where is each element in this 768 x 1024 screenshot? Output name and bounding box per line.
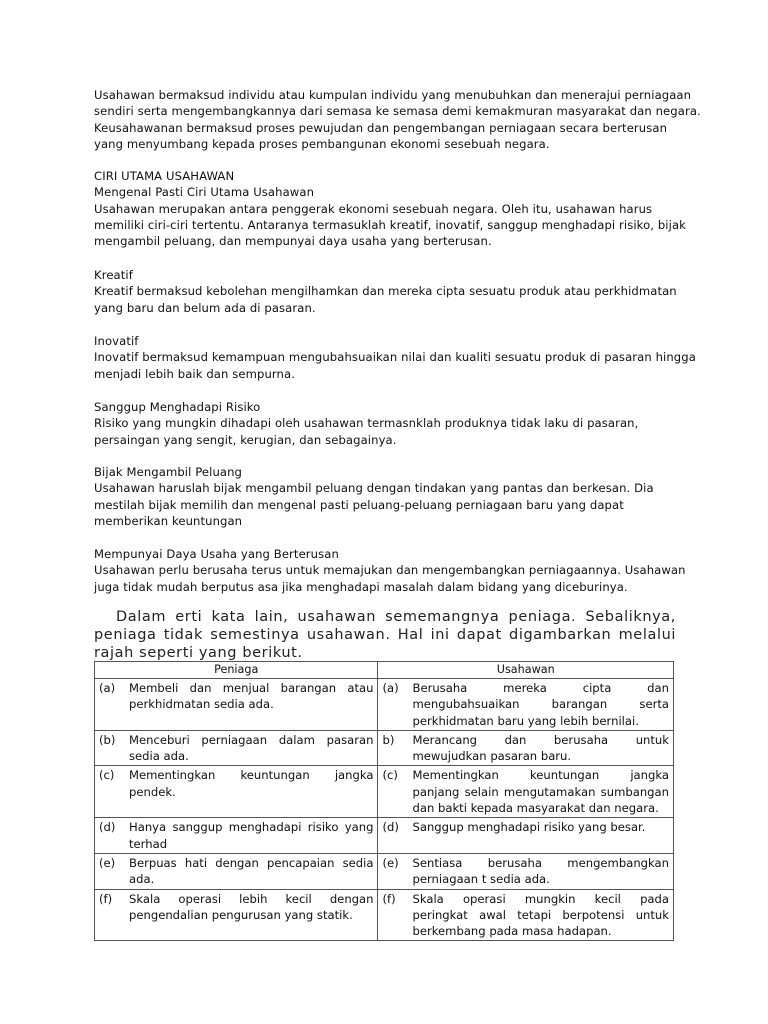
- cell-line: pengendalian pengurusan yang statik.: [129, 907, 353, 922]
- cell-line: mewujudkan pasaran baru.: [412, 749, 572, 764]
- usahawan-cell: [378, 889, 674, 941]
- cell-line: terhad: [129, 836, 168, 851]
- kreatif-section: [94, 267, 677, 316]
- cell-line: peringkat awal tetapi berpotensi untuk: [412, 907, 669, 922]
- cell-line: mengubahsuaikan barangan serta: [412, 697, 669, 712]
- text-line: juga tidak mudah berputus asa jika menghadapi masalah dalam bidang yang diceburinya.: [94, 579, 628, 594]
- cell-line: pendek.: [129, 784, 176, 799]
- cell-line: Merancang dan berusaha untuk: [412, 732, 669, 747]
- text-line: mengambil peluang, dan mempunyai daya usaha yang berterusan.: [94, 234, 492, 249]
- daya-usaha-section: [94, 546, 686, 595]
- section-heading: Inovatif: [94, 334, 139, 348]
- section-heading: Bijak Mengambil Peluang: [94, 465, 243, 479]
- cell-text: [129, 767, 377, 800]
- usahawan-cell: [378, 853, 674, 889]
- item-marker: (f): [382, 891, 396, 906]
- item-marker: (b): [99, 732, 116, 747]
- text-line: memiliki ciri-ciri tertentu. Antaranya termasuklah kreatif, inovatif, sanggup menghadapi risiko, bijak: [94, 217, 686, 232]
- text-line: Usahawan haruslah bijak mengambil peluang dengan tindakan yang pantas dan berkesan. Dia: [94, 481, 654, 496]
- text-line: Inovatif bermaksud kemampuan mengubahsuaikan nilai dan kualiti sesuatu produk di pasaran hingga: [94, 350, 696, 365]
- item-marker: (c): [99, 768, 115, 783]
- cell-line: perniagaan t sedia ada.: [412, 872, 550, 887]
- section-heading: Mempunyai Daya Usaha yang Berterusan: [94, 547, 339, 561]
- peniaga-cell: [95, 818, 378, 854]
- cell-line: perkhidmatan sedia ada.: [129, 697, 274, 712]
- item-marker: (e): [382, 855, 399, 870]
- text-line: yang menyumbang kepada proses pembangunan ekonomi sesebuah negara.: [94, 136, 550, 151]
- table-row: [95, 818, 674, 854]
- text-line: memberikan keuntungan: [94, 513, 243, 528]
- cell-line: Berusaha mereka cipta dan: [412, 681, 669, 695]
- cell-line: Membeli dan menjual barangan atau: [129, 681, 374, 695]
- usahawan-cell: [378, 679, 674, 731]
- text-line: Usahawan perlu berusaha terus untuk memajukan dan mengembangkan perniagaannya. Usahawan: [94, 563, 686, 578]
- intro-line: rajah seperti yang berikut.: [94, 645, 303, 661]
- item-marker: (a): [99, 681, 116, 695]
- cell-text: [129, 680, 377, 713]
- cell-text: [129, 891, 377, 924]
- inovatif-section: [94, 333, 696, 382]
- header-usahawan: Usahawan: [378, 662, 674, 679]
- table-row: [95, 853, 674, 889]
- text-line: Keusahawanan bermaksud proses pewujudan dan pengembangan perniagaan secara berterusan: [94, 120, 668, 135]
- cell-line: Mementingkan keuntungan jangka: [129, 768, 374, 783]
- text-line: Risiko yang mungkin dihadapi oleh usahawan termasnklah produknya tidak laku di pasaran,: [94, 416, 639, 431]
- cell-text: [412, 680, 673, 729]
- cell-text: [412, 891, 673, 940]
- peniaga-cell: [95, 889, 378, 941]
- text-line: persaingan yang sengit, kerugian, dan sebagainya.: [94, 432, 397, 447]
- table-row: [95, 730, 674, 766]
- definition-paragraph: [94, 87, 701, 152]
- section-heading: CIRI UTAMA USAHAWAN: [94, 169, 235, 183]
- table-row: [95, 679, 674, 731]
- intro-line: peniaga tidak semestinya usahawan. Hal ini dapat digambarkan melalui: [94, 627, 676, 643]
- item-marker: (a): [382, 681, 399, 695]
- cell-line: panjang selain mengutamakan sumbangan: [412, 784, 669, 799]
- risiko-section: [94, 399, 638, 448]
- table-row: [95, 766, 674, 818]
- peniaga-cell: [95, 766, 378, 818]
- cell-line: ada.: [129, 872, 155, 887]
- peluang-section: [94, 464, 654, 529]
- cell-line: Skala operasi lebih kecil dengan: [129, 891, 374, 906]
- item-marker: b): [382, 732, 395, 747]
- item-marker: (d): [382, 820, 399, 835]
- item-marker: (f): [99, 891, 113, 906]
- cell-line: dan bakti kepada masyarakat dan negara.: [412, 801, 659, 816]
- item-marker: (e): [99, 855, 116, 870]
- section-subheading: Mengenal Pasti Ciri Utama Usahawan: [94, 185, 315, 200]
- item-marker: (d): [99, 820, 116, 835]
- text-line: yang baru dan belum ada di pasaran.: [94, 300, 316, 315]
- cell-line: berkembang pada masa hadapan.: [412, 924, 612, 939]
- cell-line: sedia ada.: [129, 749, 189, 764]
- usahawan-cell: [378, 766, 674, 818]
- usahawan-cell: [378, 818, 674, 854]
- peniaga-cell: [95, 679, 378, 731]
- cell-line: Sanggup menghadapi risiko yang besar.: [412, 820, 646, 835]
- cell-text: [412, 732, 673, 765]
- header-peniaga: Peniaga: [95, 662, 378, 679]
- cell-line: Berpuas hati dengan pencapaian sedia: [129, 855, 374, 870]
- cell-line: Sentiasa berusaha mengembangkan: [412, 855, 669, 870]
- item-marker: (c): [382, 768, 398, 783]
- text-line: Usahawan merupakan antara penggerak ekonomi sesebuah negara. Oleh itu, usahawan harus: [94, 201, 653, 216]
- table-header-row: [95, 662, 674, 679]
- section-heading: Kreatif: [94, 268, 133, 282]
- intro-line: Dalam erti kata lain, usahawan sememangnya peniaga. Sebaliknya,: [116, 609, 676, 625]
- cell-text: [129, 732, 377, 765]
- comparison-table: [94, 661, 674, 941]
- cell-line: Skala operasi mungkin kecil pada: [412, 891, 669, 906]
- cell-text: [129, 855, 377, 888]
- text-line: mestilah bijak memilih dan mengenal pasti peluang-peluang perniagaan baru yang dapat: [94, 497, 624, 512]
- cell-line: perkhidmatan baru yang lebih bernilai.: [412, 713, 639, 728]
- ciri-utama-section: [94, 168, 686, 249]
- table-row: [95, 889, 674, 941]
- comparison-intro: [94, 608, 676, 662]
- text-line: menjadi lebih baik dan sempurna.: [94, 366, 295, 381]
- cell-text: [412, 819, 673, 835]
- cell-line: Hanya sanggup menghadapi risiko yang: [129, 820, 374, 835]
- usahawan-cell: [378, 730, 674, 766]
- cell-text: [412, 767, 673, 816]
- text-line: sendiri serta mengembangkannya dari semasa ke semasa demi kemakmuran masyarakat dan negara.: [94, 104, 701, 119]
- cell-line: Menceburi perniagaan dalam pasaran: [129, 732, 374, 747]
- peniaga-cell: [95, 730, 378, 766]
- section-heading: Sanggup Menghadapi Risiko: [94, 400, 261, 414]
- text-line: Kreatif bermaksud kebolehan mengilhamkan dan mereka cipta sesuatu produk atau perkhidmatan: [94, 284, 677, 299]
- text-line: Usahawan bermaksud individu atau kumpulan individu yang menubuhkan dan menerajui perniagaan: [94, 88, 692, 102]
- cell-text: [412, 855, 673, 888]
- peniaga-cell: [95, 853, 378, 889]
- cell-line: Mementingkan keuntungan jangka: [412, 768, 669, 783]
- cell-text: [129, 819, 377, 852]
